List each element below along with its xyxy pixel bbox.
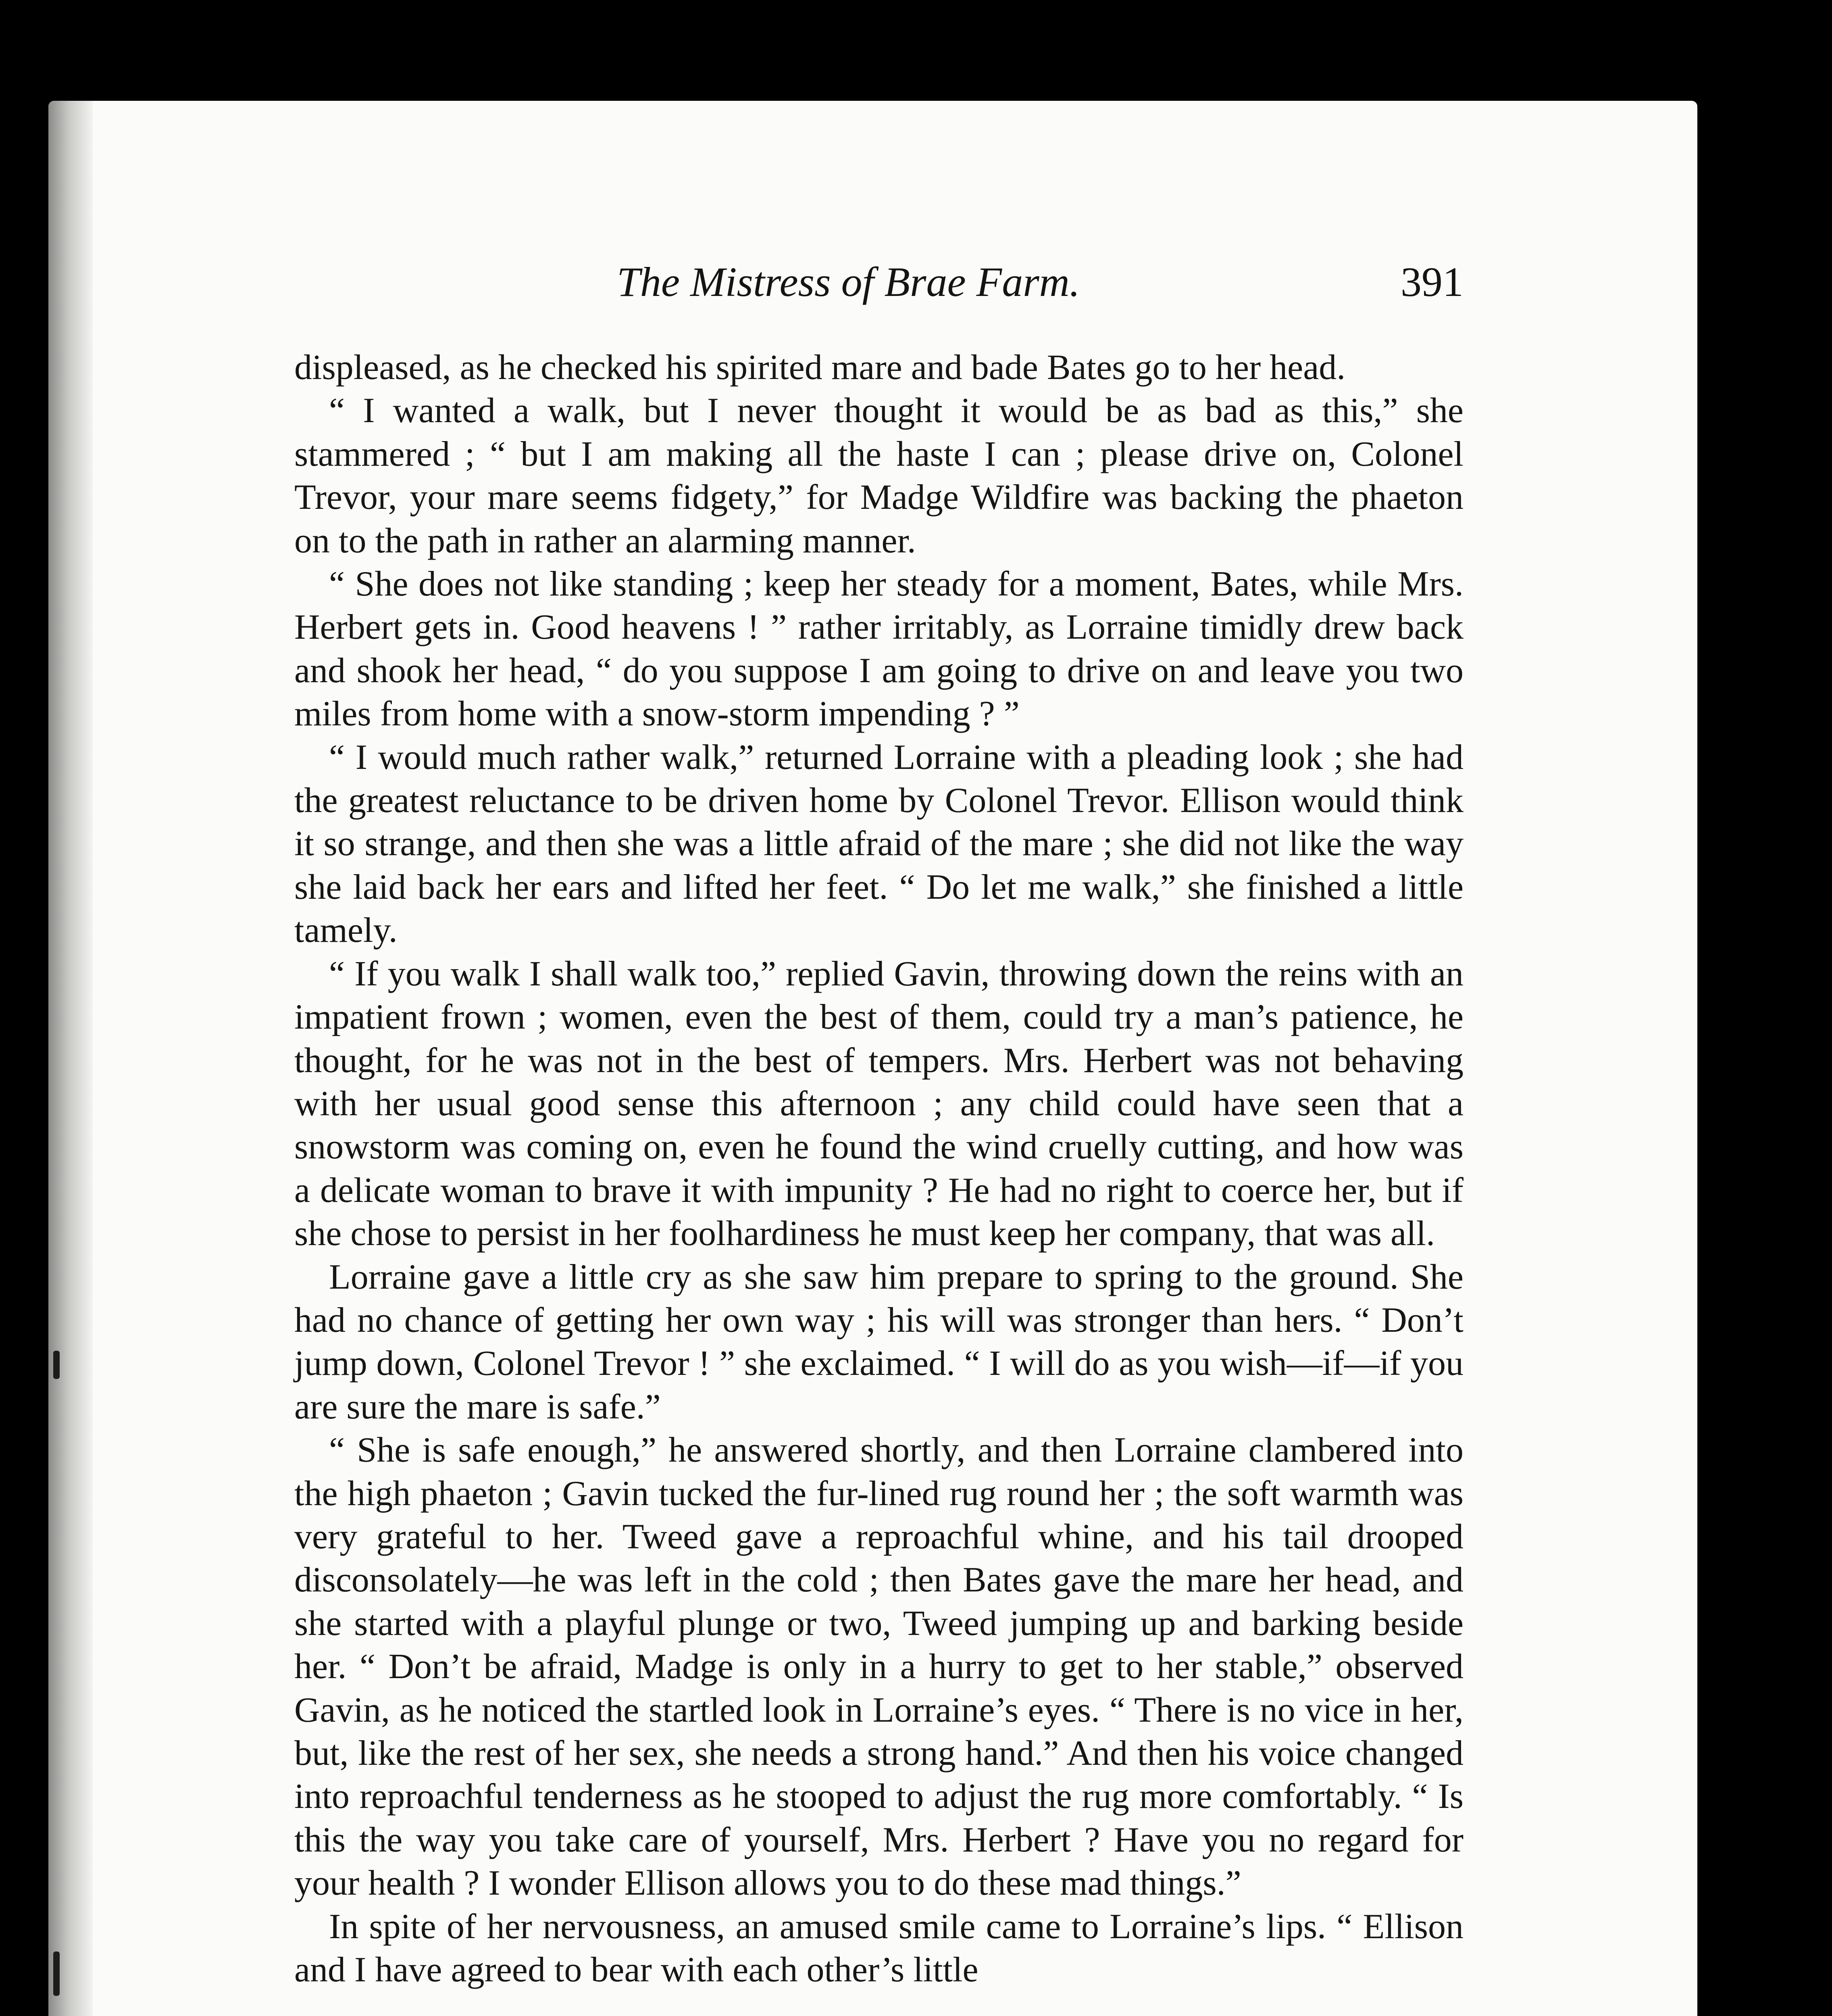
- running-head: [294, 258, 1464, 314]
- running-title: The Mistress of Brae Farm.: [617, 259, 1080, 305]
- paragraph: “ She does not like standing ; keep her steady for a moment, Bates, while Mrs. Herbert gets in. Good heavens ! ” rather irritably, as Lorraine timidly drew back and shook her head, “ do you suppose I am going to drive on and leave you two miles from home with a snow-storm impending ? ”: [294, 564, 1464, 734]
- paragraph: “ I wanted a walk, but I never thought it would be as bad as this,” she stammered ; “ but I am making all the haste I can ; please drive on, Colonel Trevor, your mare seems fidgety,” for Madge Wildfire was backing the phaeton on to the path in rather an alarming manner.: [294, 391, 1464, 560]
- paragraph: “ She is safe enough,” he answered shortly, and then Lorraine clambered into the high phaeton ; Gavin tucked the fur-lined rug round her ; the soft warmth was very grateful to her. Tweed gave a reproachful whine, and his tail drooped disconsolately—he was left in the cold ; then Bates gave the mare her head, and she started with a playful plunge or two, Tweed jumping up and barking beside her. “ Don’t be afraid, Madge is only in a hurry to get to her stable,” observed Gavin, as he noticed the startled look in Lorraine’s eyes. “ There is no vice in her, but, like the rest of her sex, she needs a strong hand.” And then his voice changed into reproachful tenderness as he stooped to adjust the rug more comfortably. “ Is this the way you take care of yourself, Mrs. Herbert ? Have you no regard for your health ? I wonder Ellison allows you to do these mad things.”: [294, 1431, 1464, 1903]
- paragraph: In spite of her nervousness, an amused smile came to Lorraine’s lips. “ Ellison and I have agreed to bear with each other’s little: [294, 1907, 1464, 1990]
- spine-mark: [53, 1351, 60, 1379]
- paragraph: Lorraine gave a little cry as she saw him prepare to spring to the ground. She had no chance of getting her own way ; his will was stronger than hers. “ Don’t jump down, Colonel Trevor ! ” she exclaimed. “ I will do as you wish—if—if you are sure the mare is safe.”: [294, 1257, 1464, 1427]
- body-text: [294, 346, 1464, 1991]
- paragraph: “ If you walk I shall walk too,” replied Gavin, throwing down the reins with an impatient frown ; women, even the best of them, could try a man’s patience, he thought, for he was not in the best of tempers. Mrs. Herbert was not behaving with her usual good sense this afternoon ; any child could have seen that a snowstorm was coming on, even he found the wind cruelly cutting, and how was a delicate woman to brave it with impunity ? He had no right to coerce her, but if she chose to persist in her foolhardiness he must keep her company, that was all.: [294, 954, 1464, 1254]
- page-gutter-shadow: [48, 101, 93, 2016]
- paragraph: displeased, as he checked his spirited mare and bade Bates go to her head.: [294, 348, 1346, 387]
- paragraph: “ I would much rather walk,” returned Lorraine with a pleading look ; she had the greatest reluctance to be driven home by Colonel Trevor. Ellison would think it so strange, and then she was a little afraid of the mare ; she did not like the way she laid back her ears and lifted her feet. “ Do let me walk,” she finished a little tamely.: [294, 737, 1464, 950]
- page-number: 391: [1401, 259, 1464, 305]
- spine-mark: [53, 1951, 60, 1996]
